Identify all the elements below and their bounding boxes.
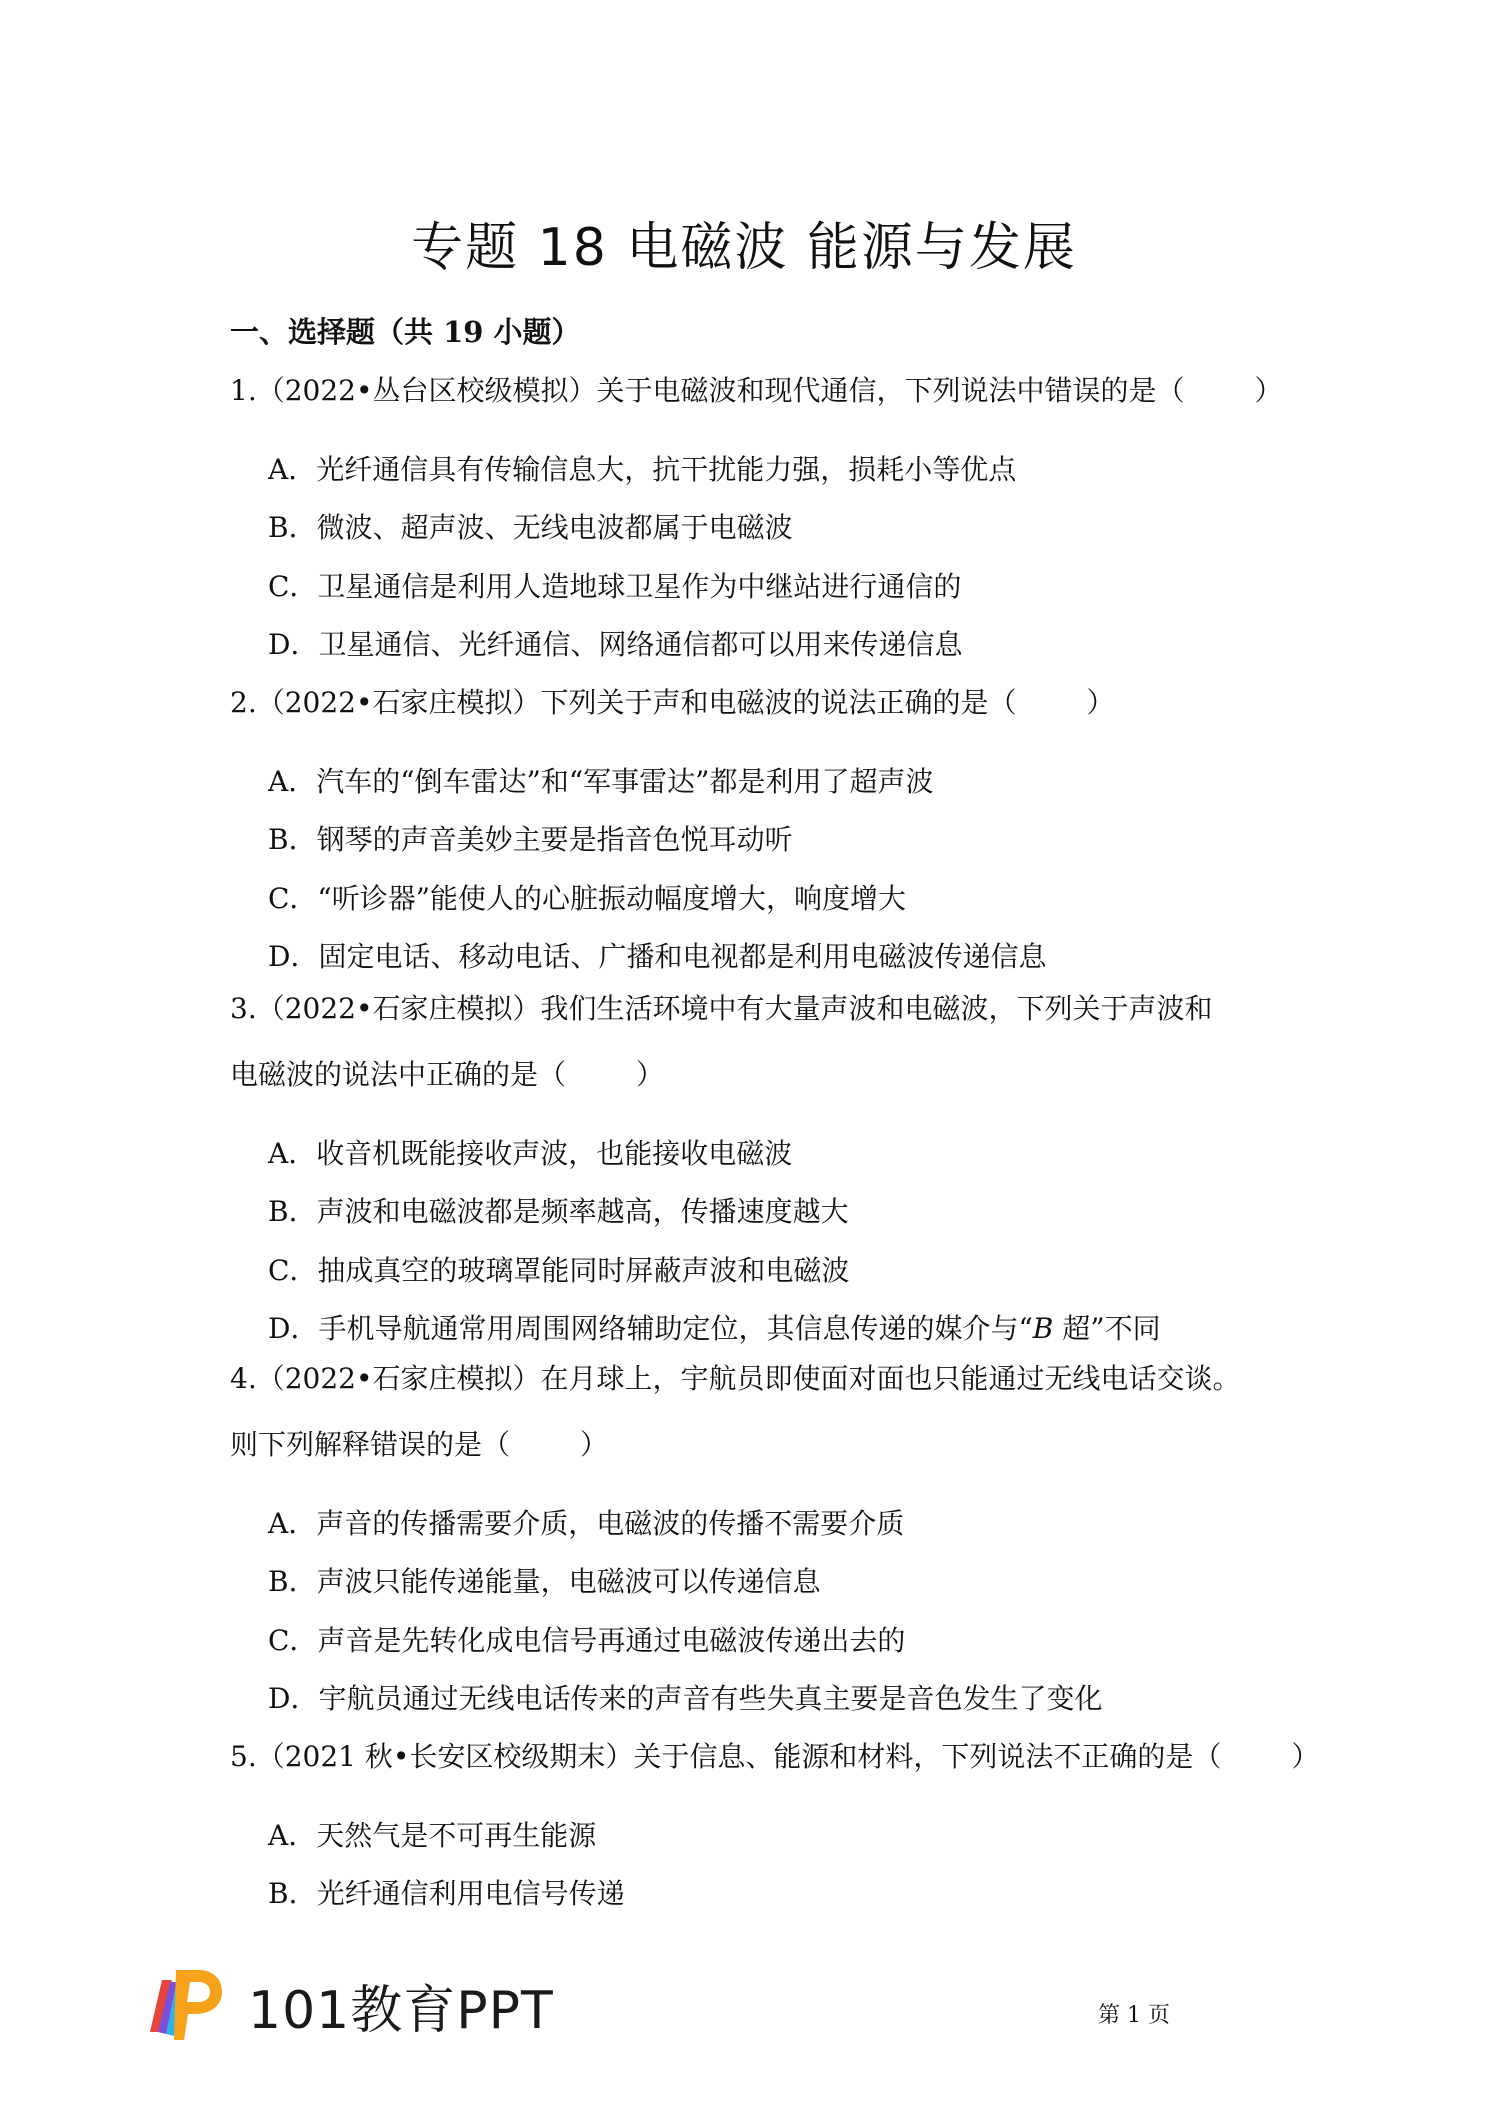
question-1-option-d: D．卫星通信、光纤通信、网络通信都可以用来传递信息 (268, 628, 963, 661)
question-3-option-b: B．声波和电磁波都是频率越高，传播速度越大 (268, 1195, 849, 1228)
question-4-option-d: D．宇航员通过无线电话传来的声音有些失真主要是音色发生了变化 (268, 1682, 1103, 1715)
section-heading: 一、选择题（共 19 小题） (230, 315, 581, 349)
question-2-option-c: C．“听诊器”能使人的心脏振动幅度增大，响度增大 (268, 882, 907, 915)
closing-paren: ） (1254, 374, 1283, 407)
question-3-option-a: A．收音机既能接收声波，也能接收电磁波 (268, 1137, 793, 1170)
question-stem-text: 2.（2022•石家庄模拟）下列关于声和电磁波的说法正确的是（ (230, 686, 1017, 719)
page-title: 专题 18 电磁波 能源与发展 (411, 218, 1077, 278)
option-italic-b: B (1032, 1312, 1054, 1345)
question-stem-line-1: 3.（2022•石家庄模拟）我们生活环境中有大量声波和电磁波，下列关于声波和 (230, 992, 1213, 1025)
question-stem-line-2: 电磁波的说法中正确的是（ (230, 1058, 567, 1091)
closing-paren: ） (580, 1428, 609, 1461)
page-number: 第 1 页 (1098, 2003, 1170, 2028)
question-stem-text: 1.（2022•丛台区校级模拟）关于电磁波和现代通信，下列说法中错误的是（ (230, 374, 1185, 407)
closing-paren: ） (1291, 1740, 1320, 1773)
question-3-stem (230, 976, 1290, 1108)
question-stem-line-2: 则下列解释错误的是（ (230, 1428, 511, 1461)
question-1-option-b: B．微波、超声波、无线电波都属于电磁波 (268, 511, 793, 544)
question-1-stem (230, 358, 1290, 424)
question-5-stem (230, 1724, 1320, 1790)
question-stem-text: 5.（2021 秋•长安区校级期末）关于信息、能源和材料，下列说法不正确的是（ (230, 1740, 1222, 1773)
brand-name: 101教育PPT (248, 1981, 554, 2041)
closing-paren: ） (1086, 686, 1115, 719)
brand-logo-icon (140, 1960, 230, 2050)
question-4-option-b: B．声波只能传递能量，电磁波可以传递信息 (268, 1565, 821, 1598)
question-1-option-a: A．光纤通信具有传输信息大，抗干扰能力强，损耗小等优点 (268, 453, 1017, 486)
option-text: D．手机导航通常用周围网络辅助定位，其信息传递的媒介与“ (268, 1312, 1033, 1345)
question-2-stem (230, 670, 1290, 736)
question-2-option-d: D．固定电话、移动电话、广播和电视都是利用电磁波传递信息 (268, 940, 1047, 973)
question-4-option-a: A．声音的传播需要介质，电磁波的传播不需要介质 (268, 1507, 905, 1540)
question-4-stem (230, 1346, 1290, 1478)
closing-paren: ） (636, 1058, 665, 1091)
question-3-option-c: C．抽成真空的玻璃罩能同时屏蔽声波和电磁波 (268, 1254, 850, 1287)
question-2-option-b: B．钢琴的声音美妙主要是指音色悦耳动听 (268, 823, 793, 856)
question-2-option-a: A．汽车的“倒车雷达”和“军事雷达”都是利用了超声波 (268, 765, 934, 798)
question-stem-line-1: 4.（2022•石家庄模拟）在月球上，宇航员即使面对面也只能通过无线电话交谈。 (230, 1362, 1241, 1395)
option-text-end: 超”不同 (1053, 1312, 1161, 1345)
question-3-option-d (268, 1307, 1161, 1347)
question-5-option-b: B．光纤通信利用电信号传递 (268, 1877, 625, 1910)
question-5-option-a: A．天然气是不可再生能源 (268, 1819, 597, 1852)
question-1-option-c: C．卫星通信是利用人造地球卫星作为中继站进行通信的 (268, 570, 962, 603)
question-4-option-c: C．声音是先转化成电信号再通过电磁波传递出去的 (268, 1624, 906, 1657)
